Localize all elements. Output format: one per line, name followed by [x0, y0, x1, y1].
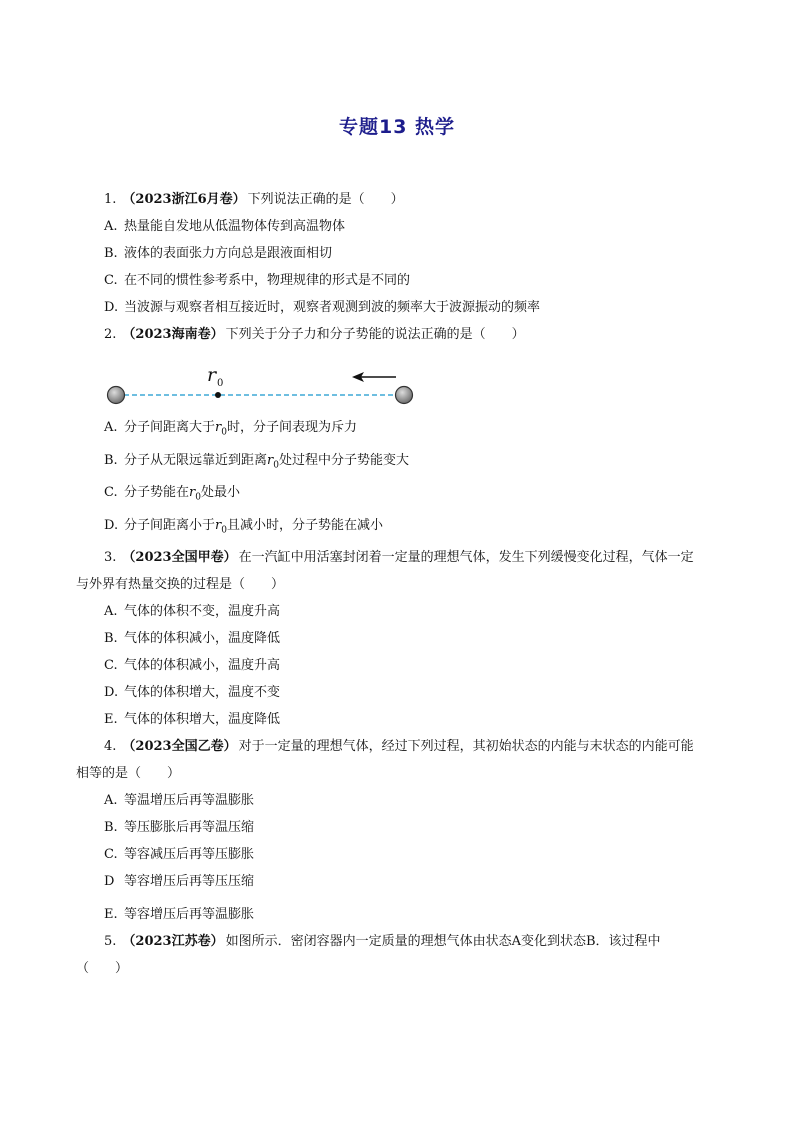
question-1: [76, 186, 726, 213]
option-b: B. 等压膨胀后再等温压缩: [104, 820, 255, 836]
option-b: B. 液体的表面张力方向总是跟液面相切: [104, 246, 333, 261]
option-d: D. 当波源与观察者相互接近时，观察者观测到波的频率大于波源振动的频率: [104, 300, 541, 315]
question-5: [76, 928, 726, 955]
question-4: [76, 733, 726, 760]
question-stem: 下列说法正确的是（ ）: [247, 192, 404, 207]
option-c: C. 气体的体积减小，温度升高: [104, 658, 281, 674]
option-d: D 等容增压后再等压压缩: [104, 874, 255, 890]
question-stem: 下列关于分子力和分子势能的说法正确的是（ ）: [225, 327, 525, 342]
question-number: 5.: [104, 934, 117, 950]
molecule-diagram: [104, 348, 726, 414]
question-source: （2023江苏卷）: [122, 934, 224, 950]
question-stem: 如图所示．密闭容器内一定质量的理想气体由状态A变化到状态B．该过程中: [225, 934, 661, 950]
question-3: [76, 544, 726, 571]
option-d: D. 分子间距离小于$r_0$且减小时，分子势能在减小: [104, 517, 383, 536]
r0-label: r: [207, 364, 217, 386]
option-a: A. 分子间距离大于$r_0$时，分子间表现为斥力: [104, 420, 357, 438]
question-stem: 对于一定量的理想气体，经过下列过程，其初始状态的内能与末状态的内能可能: [238, 739, 694, 755]
question-source: （2023海南卷）: [122, 327, 224, 342]
r0-point: [215, 392, 221, 398]
option-c: C. 分子势能在$r_0$处最小: [104, 485, 240, 503]
option-c: C. 在不同的惯性参考系中，物理规律的形式是不同的: [104, 273, 411, 288]
question-stem: 在一汽缸中用活塞封闭着一定量的理想气体，发生下列缓慢变化过程，气体一定: [238, 550, 694, 566]
question-list: [76, 186, 726, 982]
molecule-right: [396, 387, 413, 404]
question-2: [76, 321, 726, 348]
question-number: 1.: [104, 192, 117, 207]
question-stem-continued: 相等的是（ ）: [76, 766, 181, 782]
page-title: 专题13 热学: [338, 116, 456, 138]
option-e: E. 等容增压后再等温膨胀: [104, 907, 255, 923]
question-stem-continued: （ ）: [76, 961, 129, 977]
option-b: B. 分子从无限远靠近到距离$r_0$处过程中分子势能变大: [104, 452, 409, 471]
question-source: （2023浙江6月卷）: [122, 192, 246, 207]
r0-subscript: 0: [217, 378, 224, 389]
option-a: A. 等温增压后再等温膨胀: [104, 793, 255, 809]
option-a: A. 热量能自发地从低温物体传到高温物体: [104, 219, 346, 234]
option-a: A. 气体的体积不变，温度升高: [104, 604, 281, 620]
molecule-diagram-svg: [104, 348, 424, 414]
question-number: 2.: [104, 327, 117, 342]
question-number: 3.: [104, 550, 117, 566]
option-e: E. 气体的体积增大，温度降低: [104, 712, 281, 728]
question-stem-continued: 与外界有热量交换的过程是（ ）: [76, 577, 285, 593]
option-c: C. 等容减压后再等压膨胀: [104, 847, 255, 863]
question-number: 4.: [104, 739, 117, 755]
question-source: （2023全国乙卷）: [122, 739, 237, 755]
option-d: D. 气体的体积增大，温度不变: [104, 685, 281, 701]
option-b: B. 气体的体积减小，温度降低: [104, 631, 281, 647]
molecule-left: [108, 387, 125, 404]
question-source: （2023全国甲卷）: [122, 550, 237, 566]
